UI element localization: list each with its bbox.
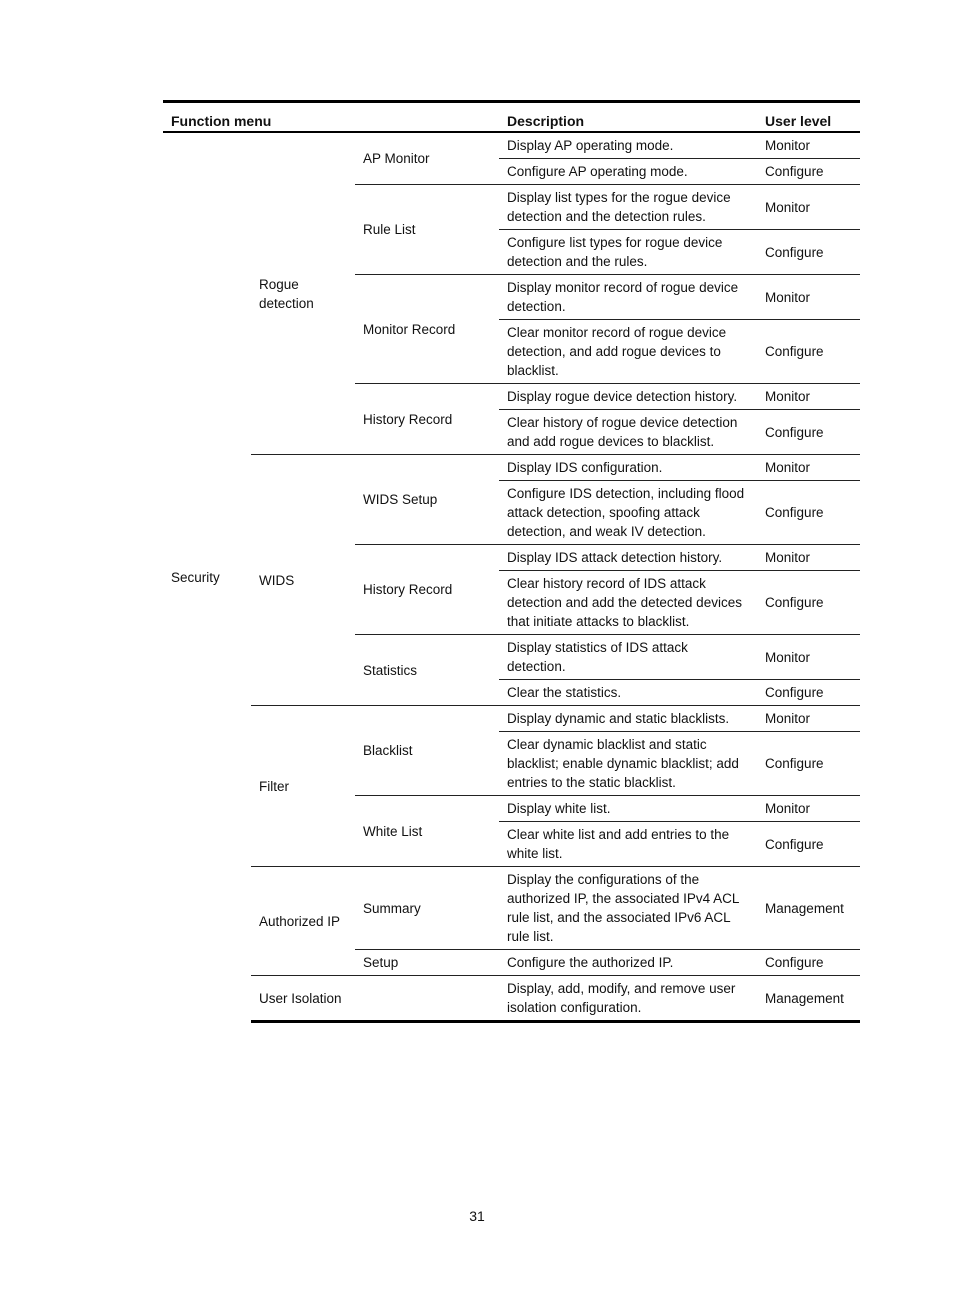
row-description: Display rogue device detection history. xyxy=(499,384,757,410)
row-description: Clear monitor record of rogue device detection, and add rogue devices to blacklist. xyxy=(499,320,757,384)
menu-level3-history-record: History Record xyxy=(355,384,499,455)
row-user-level: Configure xyxy=(757,732,860,796)
menu-level3-white-list: White List xyxy=(355,796,499,867)
menu-level2-user-isolation: User Isolation xyxy=(251,976,355,1022)
row-user-level: Monitor xyxy=(757,796,860,822)
menu-level2-filter: Filter xyxy=(251,706,355,867)
row-description: Clear dynamic blacklist and static blacklist; enable dynamic blacklist; add entries to the static blacklist. xyxy=(499,732,757,796)
row-description: Display monitor record of rogue device detection. xyxy=(499,275,757,320)
menu-level3-wids-setup: WIDS Setup xyxy=(355,455,499,545)
table-row xyxy=(163,455,860,481)
table-row xyxy=(163,867,860,950)
row-user-level: Configure xyxy=(757,950,860,976)
header-description: Description xyxy=(499,102,757,133)
row-user-level: Monitor xyxy=(757,545,860,571)
table-row xyxy=(163,976,860,1022)
menu-level3-monitor-record: Monitor Record xyxy=(355,275,499,384)
menu-level3-ap-monitor: AP Monitor xyxy=(363,151,430,166)
row-user-level: Management xyxy=(757,867,860,950)
row-user-level: Configure xyxy=(757,822,860,867)
menu-level3-empty xyxy=(355,976,499,1022)
menu-level3-rule-list: Rule List xyxy=(355,185,499,275)
row-description: Configure IDS detection, including flood attack detection, spoofing attack detection, and weak IV detection. xyxy=(499,481,757,545)
row-description: Display dynamic and static blacklists. xyxy=(499,706,757,732)
row-user-level: Management xyxy=(757,976,860,1022)
menu-level3-summary: Summary xyxy=(355,867,499,950)
row-description: Configure the authorized IP. xyxy=(499,950,757,976)
row-description: Configure AP operating mode. xyxy=(499,159,757,185)
row-user-level: Monitor xyxy=(757,384,860,410)
row-user-level: Configure xyxy=(757,680,860,706)
row-user-level: Configure xyxy=(757,230,860,275)
row-user-level: Configure xyxy=(757,159,860,185)
row-description: Clear history record of IDS attack detection and add the detected devices that initiate attacks to blacklist. xyxy=(499,571,757,635)
menu-level2-authorized-ip: Authorized IP xyxy=(251,867,355,976)
row-user-level: Monitor xyxy=(757,706,860,732)
row-description: Display IDS configuration. xyxy=(499,455,757,481)
row-user-level: Monitor xyxy=(757,275,860,320)
row-description: Configure list types for rogue device detection and the rules. xyxy=(499,230,757,275)
row-user-level: Monitor xyxy=(765,138,811,153)
menu-level2-rogue-detection: Rogue detection xyxy=(259,276,314,311)
table-header-row xyxy=(163,102,860,133)
row-user-level: Monitor xyxy=(757,455,860,481)
page-number: 31 xyxy=(469,1208,485,1224)
menu-level3-blacklist: Blacklist xyxy=(355,706,499,796)
row-user-level: Configure xyxy=(757,410,860,455)
row-description: Clear history of rogue device detection and add rogue devices to blacklist. xyxy=(499,410,757,455)
row-description: Clear white list and add entries to the white list. xyxy=(499,822,757,867)
row-description: Display, add, modify, and remove user isolation configuration. xyxy=(499,976,757,1022)
row-user-level: Monitor xyxy=(757,635,860,680)
menu-level3-statistics: Statistics xyxy=(355,635,499,706)
row-description: Display the configurations of the authorized IP, the associated IPv4 ACL rule list, and the associated IPv6 ACL rule list. xyxy=(499,867,757,950)
menu-level2-wids: WIDS xyxy=(251,455,355,706)
row-description: Display statistics of IDS attack detection. xyxy=(499,635,757,680)
row-user-level: Configure xyxy=(757,320,860,384)
menu-level1-security: Security xyxy=(171,569,220,585)
menu-level3-ids-history-record: History Record xyxy=(355,545,499,635)
header-user-level: User level xyxy=(757,102,860,133)
row-description: Clear the statistics. xyxy=(499,680,757,706)
table-row xyxy=(163,132,860,159)
table-row xyxy=(163,706,860,732)
row-user-level: Monitor xyxy=(757,185,860,230)
row-description: Display IDS attack detection history. xyxy=(499,545,757,571)
function-menu-table xyxy=(163,100,860,1023)
row-description: Display AP operating mode. xyxy=(507,138,674,153)
row-user-level: Configure xyxy=(757,571,860,635)
row-description: Display white list. xyxy=(499,796,757,822)
header-function-menu: Function menu xyxy=(163,102,499,133)
menu-level3-setup: Setup xyxy=(355,950,499,976)
row-user-level: Configure xyxy=(757,481,860,545)
row-description: Display list types for the rogue device detection and the detection rules. xyxy=(499,185,757,230)
